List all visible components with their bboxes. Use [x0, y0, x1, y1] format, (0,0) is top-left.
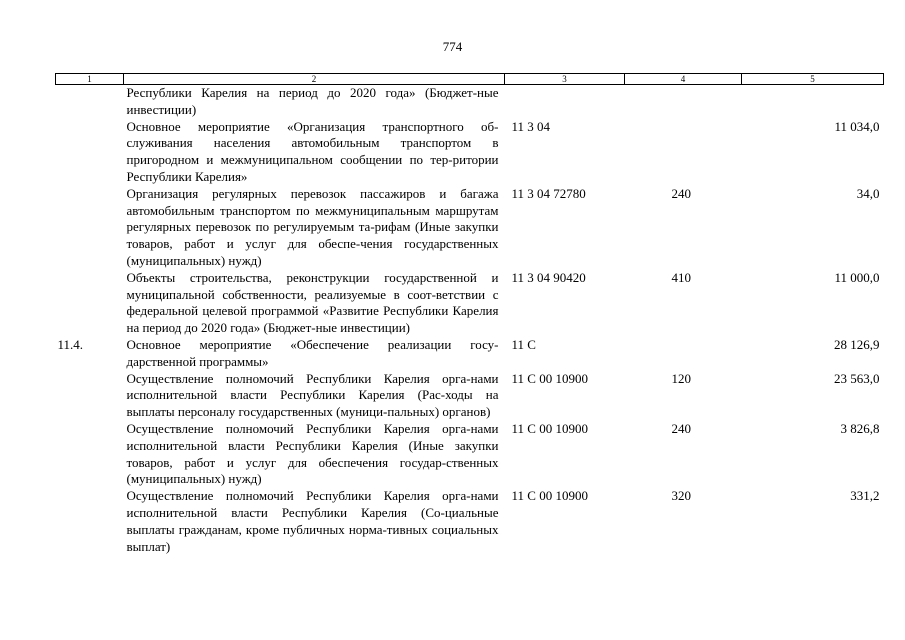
- row-amount: 23 563,0: [834, 370, 880, 386]
- row-amount: 11 034,0: [834, 118, 880, 134]
- row-amount: 34,0: [856, 185, 880, 201]
- table-row: [56, 270, 884, 337]
- table-header: [56, 74, 884, 85]
- row-description: Основное мероприятие «Обеспечение реализации госу-дарственной программы»: [126, 336, 499, 369]
- row-amount: 11 000,0: [834, 269, 880, 285]
- row-number: [56, 488, 124, 555]
- row-expense-type: 410: [671, 269, 691, 285]
- table-row: [56, 186, 884, 270]
- row-description: Осуществление полномочий Республики Карелия орга-нами исполнительной власти Республики Карелия (Иные закупки товаров, работ и услуг для обеспечения государ-ственных (муниципальных) нужд): [126, 420, 499, 487]
- row-amount: 331,2: [850, 488, 880, 504]
- table-body: [56, 85, 884, 556]
- row-code: 11 3 04 72780: [511, 185, 586, 201]
- row-expense-type: [625, 337, 742, 371]
- row-number: [56, 119, 124, 186]
- row-number: [56, 270, 124, 337]
- column-header-3: 3: [505, 74, 625, 85]
- header-row: [56, 74, 884, 85]
- row-description: Республики Карелия на период до 2020 года» (Бюджет-ные инвестиции): [126, 85, 499, 117]
- row-expense-type: [625, 119, 742, 186]
- budget-table: [55, 73, 884, 555]
- row-amount: 3 826,8: [840, 420, 880, 436]
- row-code: 11 3 04 90420: [511, 269, 586, 285]
- row-code: 11 С 00 10900: [511, 488, 588, 504]
- row-expense-type: 320: [671, 488, 691, 504]
- row-description: Осуществление полномочий Республики Карелия орга-нами исполнительной власти Республики Карелия (Рас-ходы на выплаты персоналу государственных (муници-пальных) органов): [126, 370, 499, 420]
- column-header-5: 5: [742, 74, 884, 85]
- table-row: [56, 371, 884, 421]
- row-number: [56, 371, 124, 421]
- row-description: Объекты строительства, реконструкции государственной и муниципальной собственности, реализуемые в соот-ветствии с федеральной целевой программой «Развитие Республики Карелия на период до 2020 года» (Бюджет-ные инвестиции): [126, 269, 499, 336]
- table-row: [56, 337, 884, 371]
- row-code: 11 С: [511, 336, 536, 352]
- row-expense-type: 120: [671, 370, 691, 386]
- row-expense-type: 240: [671, 185, 691, 201]
- table-row: [56, 119, 884, 186]
- row-description: Организация регулярных перевозок пассажиров и багажа автомобильным транспортом по межмуниципальным маршрутам регулярных перевозок по регулируемым та-рифам (Иные закупки товаров, работ и услуг для обеспе-чения государственных (муниципальных) нужд): [126, 185, 499, 268]
- table-row: [56, 421, 884, 488]
- row-amount: 28 126,9: [834, 336, 880, 352]
- column-header-2: 2: [124, 74, 505, 85]
- row-number: [56, 85, 124, 119]
- row-code: 11 С 00 10900: [511, 420, 588, 436]
- row-number: [56, 186, 124, 270]
- row-number: 11.4.: [57, 336, 84, 352]
- row-number: [56, 421, 124, 488]
- table-row: [56, 488, 884, 555]
- row-code: 11 С 00 10900: [511, 370, 588, 386]
- page-number: 774: [442, 39, 463, 54]
- row-amount: [742, 85, 884, 119]
- row-description: Осуществление полномочий Республики Карелия орга-нами исполнительной власти Республики Карелия (Со-циальные выплаты гражданам, кроме публичных норма-тивных социальных выплат): [126, 488, 499, 554]
- column-header-4: 4: [625, 74, 742, 85]
- row-expense-type: [625, 85, 742, 119]
- row-expense-type: 240: [671, 420, 691, 436]
- row-code: 11 3 04: [511, 118, 551, 134]
- row-code: [505, 85, 625, 119]
- table-row: [56, 85, 884, 119]
- row-description: Основное мероприятие «Организация транспортного об-служивания населения автомобильным транспортом в пригородном и межмуниципальном сообщении по тер-ритории Республики Карелия»: [126, 118, 499, 184]
- column-header-1: 1: [56, 74, 124, 85]
